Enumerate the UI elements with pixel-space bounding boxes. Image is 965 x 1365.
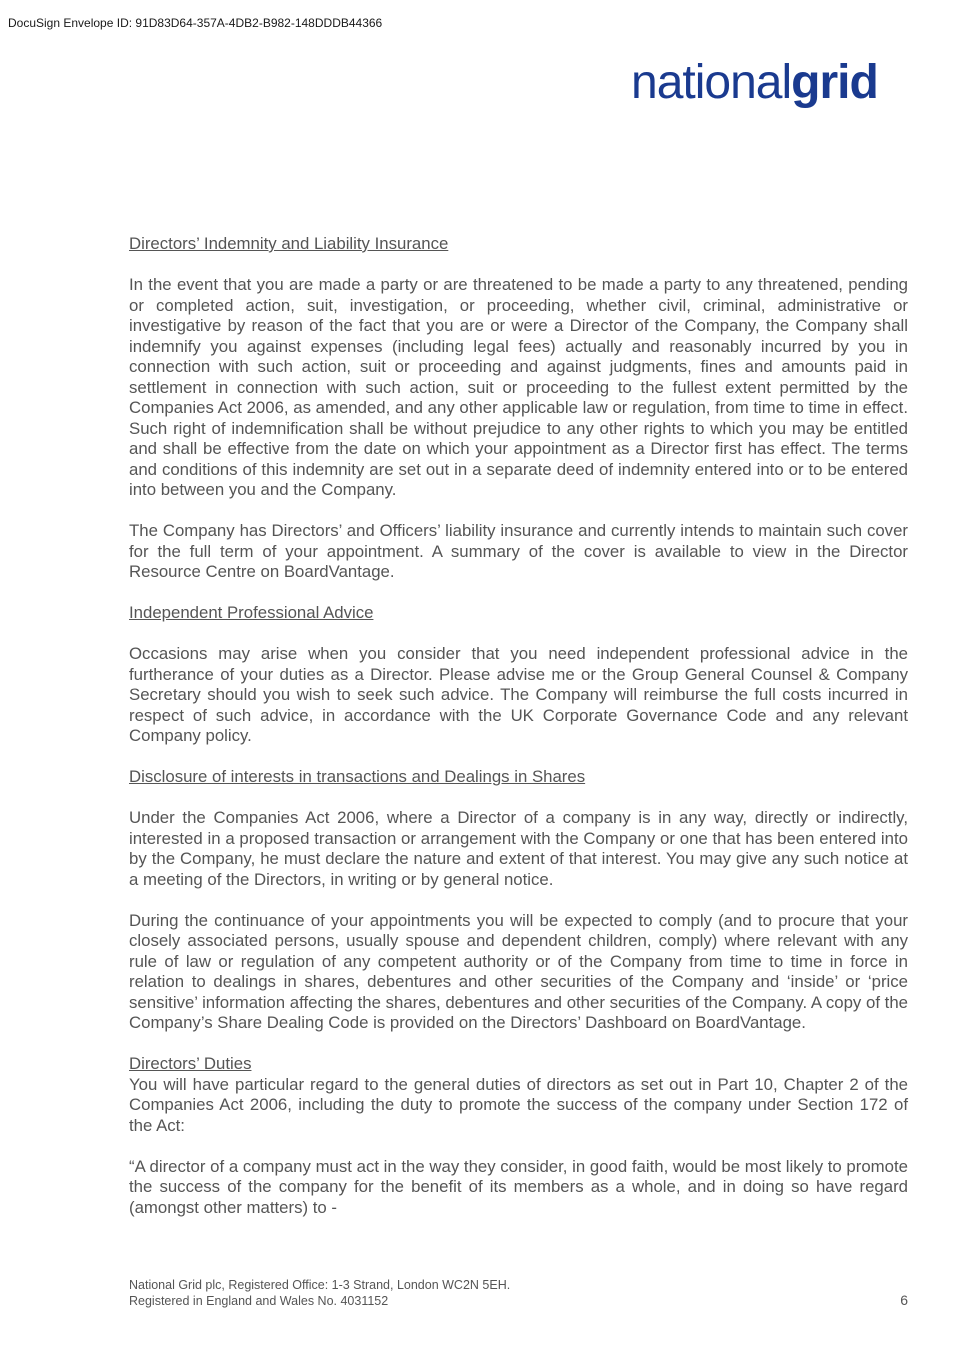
advice-paragraph: Occasions may arise when you consider that you need independent professional advice in the furtherance of your duties as a Director. Please advise me or the Group General Counsel & Company Secretary should you wish to seek such advice. The Company will reimburse the full costs incurred in respect of such advice, in accordance with the UK Corporate Governance Code and any relevant Company policy. [129,644,908,745]
duties-paragraph-1: You will have particular regard to the general duties of directors as set out in Part 10, Chapter 2 of the Companies Act 2006, including the duty to promote the success of the company under Section 172 of the Act: [129,1074,908,1135]
logo-text-grid: grid [791,56,878,109]
disclosure-paragraph-2: During the continuance of your appointments you will be expected to comply (and to procure that your closely associated persons, usually spouse and dependent children, comply) where relevant with any rule of law or regulation of any competent authority or of the Company from time to time in force in relation to dealings in shares, debentures and other securities of the Company and ‘inside’ or ‘price sensitive’ information affecting the shares, debentures and other securities of the Company. A copy of the Company’s Share Dealing Code is provided on the Directors’ Dashboard on BoardVantage. [129,910,908,1032]
footer-registration: Registered in England and Wales No. 4031152 [129,1293,389,1308]
indemnity-paragraph-1: In the event that you are made a party or are threatened to be made a party to any threatened, pending or completed action, suit, investigation, or proceeding, whether civil, criminal, administrative or investigative by reason of the fact that you are or were a Director of the Company, the Company shall indemnify you against expenses (including legal fees) actually and reasonably incurred by you in connection with such action, suit or proceeding and against judgments, fines and amounts paid in settlement in connection with such action, suit or proceeding to the fullest extent permitted by the Companies Act 2006, as amended, and any other applicable law or regulation, from time to time in effect. Such right of indemnification shall be without prejudice to any other rights to which you may be entitled and shall be effective from the date on which your appointment as a Director first has effect. The terms and conditions of this indemnity are set out in a separate deed of indemnity entered into or to be entered into between you and the Company. [129,275,908,499]
page-number: 6 [900,1292,908,1308]
duties-paragraph-2: “A director of a company must act in the way they consider, in good faith, would be most likely to promote the success of the company for the benefit of its members as a whole, and in doing so have regard (amongst other matters) to - [129,1156,908,1217]
disclosure-heading: Disclosure of interests in transactions and Dealings in Shares [129,767,586,786]
document-body [129,234,908,1218]
duties-heading: Directors’ Duties [129,1054,252,1073]
footer-registered-office: National Grid plc, Registered Office: 1-3 Strand, London WC2N 5EH. [129,1278,511,1292]
page-footer [129,1278,510,1309]
docusign-envelope-id: DocuSign Envelope ID: 91D83D64-357A-4DB2-B982-148DDDB44366 [8,16,383,30]
logo-text-national: national [631,56,792,109]
advice-heading: Independent Professional Advice [129,603,374,622]
national-grid-logo [631,53,878,113]
disclosure-paragraph-1: Under the Companies Act 2006, where a Director of a company is in any way, directly or indirectly, interested in a proposed transaction or arrangement with the Company or one that has been entered into by the Company, he must declare the nature and extent of that interest. You may give any such notice at a meeting of the Directors, in writing or by general notice. [129,808,908,889]
indemnity-paragraph-2: The Company has Directors’ and Officers’ liability insurance and currently intends to maintain such cover for the full term of your appointment. A summary of the cover is available to view in the Director Resource Centre on BoardVantage. [129,521,908,581]
indemnity-heading: Directors’ Indemnity and Liability Insurance [129,234,449,253]
